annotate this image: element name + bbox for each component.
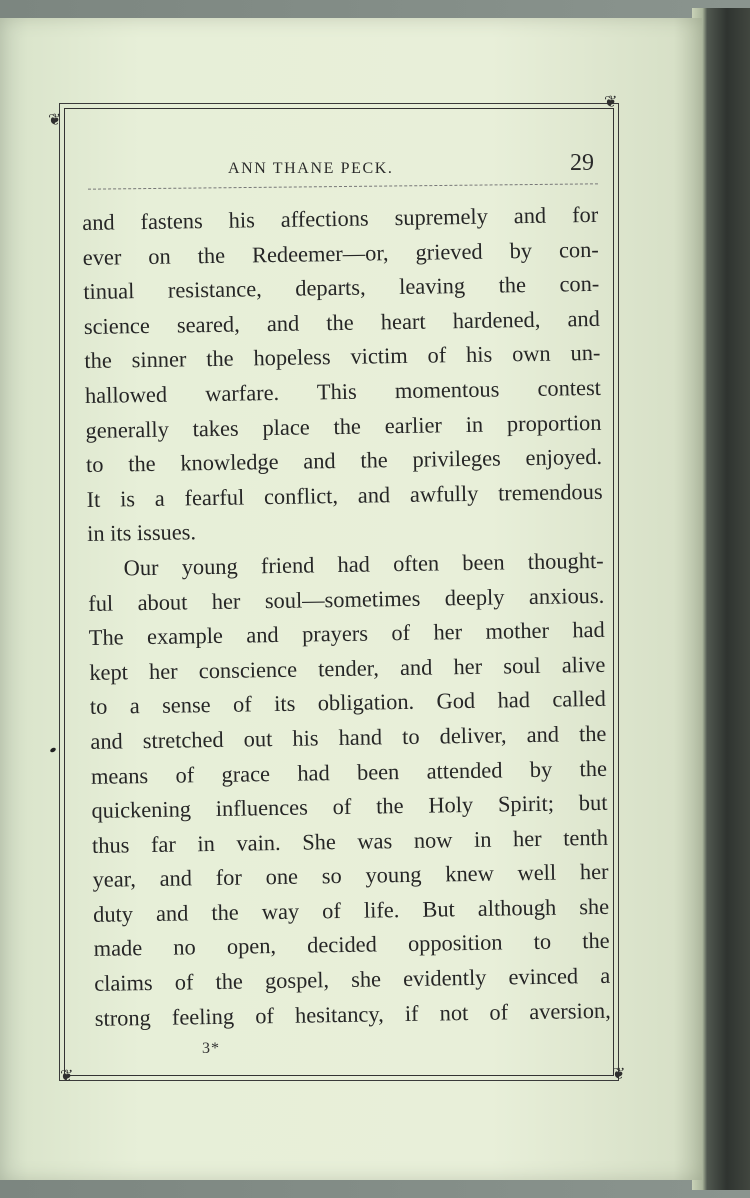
signature-mark: 3* [202,1040,220,1057]
text-line: generally takes place the earlier in proportion [85,409,602,443]
text-line: It is a fearful conflict, and awfully tremendous [86,478,603,512]
text-line: in its issues. [86,519,197,547]
text-line: to a sense of its obligation. God had called [89,686,606,720]
text-line: the sinner the hopeless victim of his own un- [84,340,601,374]
page-number: 29 [570,150,594,176]
text-line: made no open, decided opposition to the [93,928,610,962]
text-line: science seared, and the heart hardened, and [83,305,601,339]
text-line: year, and for one so young knew well her [92,859,609,893]
text-line: hallowed warfare. This momentous contest [84,374,602,408]
corner-ornament-icon: ❦ [612,1064,626,1083]
text-line: and stretched out his hand to deliver, and the [90,720,607,754]
text-line: claims of the gospel, she evidently evinced a [94,962,611,996]
running-head [90,150,600,186]
text-line: to the knowledge and the privileges enjoyed. [85,444,603,478]
text-line: tinual resistance, departs, leaving the con- [83,271,600,305]
corner-ornament-icon: ❦ [604,92,618,111]
text-line: thus far in vain. She was now in her tenth [91,824,609,858]
text-line: ful about her soul—sometimes deeply anxious. [88,582,605,616]
text-line: quickening influences of the Holy Spirit; but [91,789,608,824]
running-title: ANN THANE PECK. [228,160,394,177]
text-line: ever on the Redeemer—or, grieved by con- [82,236,599,270]
text-line: The example and prayers of her mother had [88,616,605,651]
corner-ornament-icon: ❦ [48,110,62,129]
corner-ornament-icon: ❦ [60,1066,74,1085]
text-line: and fastens his affections supremely and for [82,201,599,235]
body-text [82,198,611,1036]
paragraph-1 [82,198,603,552]
text-line: strong feeling of hesitancy, if not of aversion, [94,997,611,1031]
text-line: duty and the way of life. But although she [92,893,610,927]
text-line: means of grace had been attended by the [90,755,608,789]
text-line: kept her conscience tender, and her soul alive [89,651,606,685]
text-line: Our young friend had often been thought- [123,547,604,581]
paragraph-2 [87,544,611,1036]
